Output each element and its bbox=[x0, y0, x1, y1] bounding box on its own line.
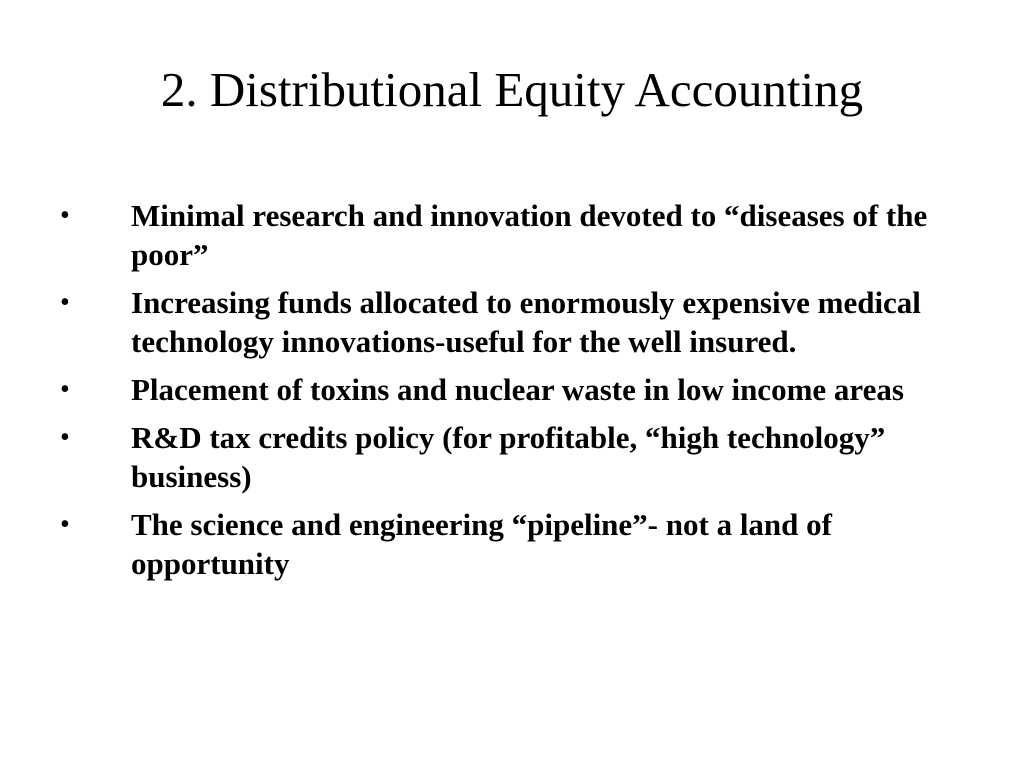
slide-title: 2. Distributional Equity Accounting bbox=[160, 62, 864, 117]
bullet-item-2 bbox=[58, 283, 958, 361]
bullet-item-5 bbox=[58, 505, 958, 583]
bullet-list bbox=[58, 196, 958, 592]
bullet-icon: • bbox=[60, 287, 70, 318]
bullet-text-4: R&D tax credits policy (for profitable, “high technology” business) bbox=[131, 420, 886, 494]
bullet-icon: • bbox=[60, 422, 70, 453]
bullet-icon: • bbox=[60, 374, 70, 405]
bullet-text-3: Placement of toxins and nuclear waste in low income areas bbox=[131, 372, 904, 407]
bullet-text-5: The science and engineering “pipeline”- not a land of opportunity bbox=[131, 507, 832, 581]
bullet-text-2: Increasing funds allocated to enormously expensive medical technology innovations-useful for the well insured. bbox=[131, 285, 921, 359]
bullet-item-1 bbox=[58, 196, 958, 274]
bullet-icon: • bbox=[60, 509, 70, 540]
bullet-item-3 bbox=[58, 370, 958, 409]
bullet-text-1: Minimal research and innovation devoted to “diseases of the poor” bbox=[131, 198, 928, 272]
bullet-item-4 bbox=[58, 418, 958, 496]
bullet-icon: • bbox=[60, 200, 70, 231]
